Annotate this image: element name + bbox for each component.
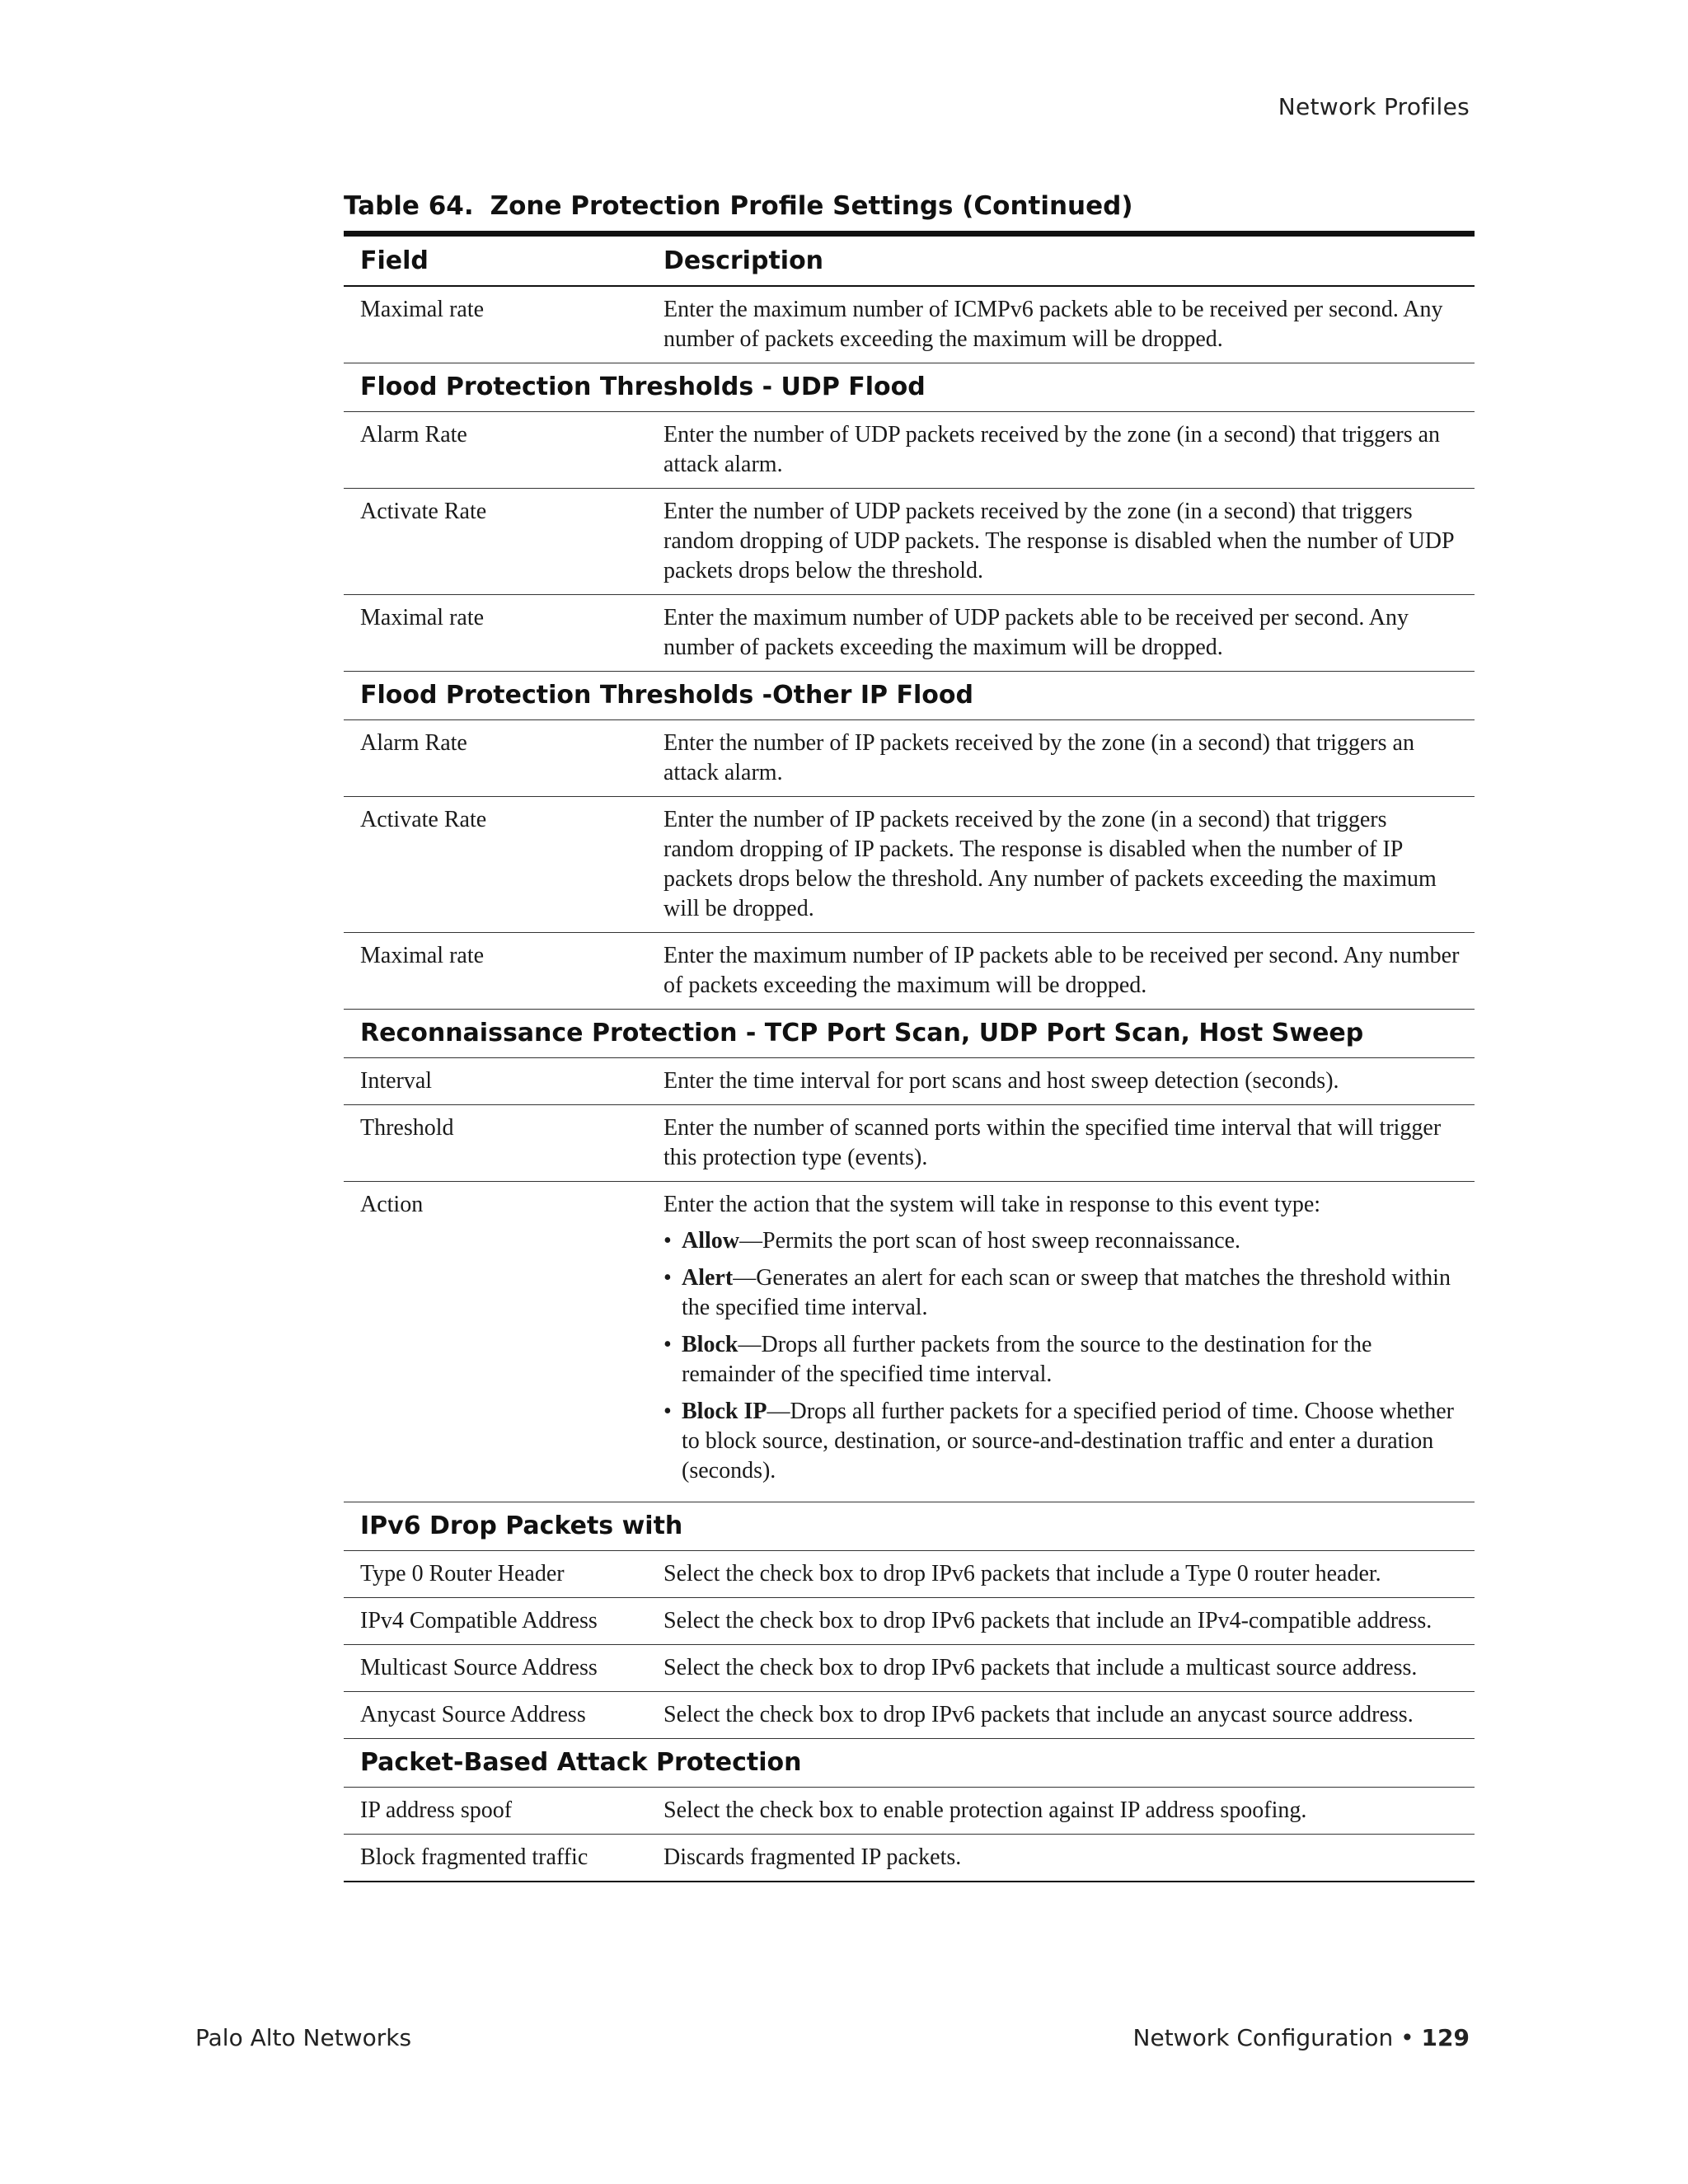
table-body (344, 286, 1475, 1882)
section-header-row (344, 1010, 1475, 1058)
description-cell (647, 286, 1475, 363)
description-text: Enter the number of UDP packets received by the zone (in a second) that triggers random dropping of UDP packets. The response is disabled when the number of UDP packets drops below the threshold. (663, 499, 1454, 583)
table-row (344, 933, 1475, 1010)
field-cell: Maximal rate (344, 933, 647, 1010)
table-row (344, 797, 1475, 933)
description-text: Enter the maximum number of UDP packets able to be received per second. Any number of packets exceeding the maximum will be dropped. (663, 605, 1409, 660)
description-cell (647, 720, 1475, 797)
field-cell: Threshold (344, 1105, 647, 1182)
footer-page-info (1133, 2024, 1470, 2051)
table-row (344, 489, 1475, 595)
zone-protection-settings-table (344, 231, 1475, 1882)
section-title: Reconnaissance Protection - TCP Port Scan, UDP Port Scan, Host Sweep (344, 1010, 1475, 1058)
table-row (344, 1551, 1475, 1598)
description-text: Select the check box to drop IPv6 packets that include an anycast source address. (663, 1702, 1414, 1727)
footer-company: Palo Alto Networks (195, 2024, 412, 2051)
section-header-row (344, 1502, 1475, 1551)
description-cell (647, 1058, 1475, 1105)
table-row (344, 1645, 1475, 1692)
section-title: Flood Protection Thresholds - UDP Flood (344, 363, 1475, 412)
table-header-row (344, 234, 1475, 287)
table-row (344, 1105, 1475, 1182)
action-option-text: —Drops all further packets from the source to the destination for the remainder of the specified time interval. (682, 1332, 1372, 1387)
action-option-text: —Generates an alert for each scan or sweep that matches the threshold within the specified time interval. (682, 1265, 1451, 1320)
column-header-field: Field (344, 234, 647, 287)
footer-separator: • (1400, 2024, 1414, 2051)
action-option-item (663, 1263, 1463, 1323)
description-text: Enter the number of IP packets received by the zone (in a second) that triggers an attack alarm. (663, 730, 1414, 785)
table-row (344, 412, 1475, 489)
action-option-term: Block (682, 1332, 738, 1357)
description-text: Select the check box to drop IPv6 packets that include a Type 0 router header. (663, 1561, 1381, 1586)
description-text: Enter the maximum number of ICMPv6 packets able to be received per second. Any number of packets exceeding the maximum will be dropped. (663, 297, 1443, 352)
field-cell: Multicast Source Address (344, 1645, 647, 1692)
table-row (344, 720, 1475, 797)
action-option-item (663, 1397, 1463, 1486)
section-header-row (344, 363, 1475, 412)
table-caption-number: Table 64. (344, 191, 474, 221)
action-option-term: Block IP (682, 1399, 767, 1424)
description-cell (647, 1182, 1475, 1502)
field-cell: IP address spoof (344, 1788, 647, 1835)
action-options-list (663, 1226, 1463, 1486)
table-row (344, 286, 1475, 363)
field-cell: Activate Rate (344, 797, 647, 933)
description-text: Select the check box to drop IPv6 packets that include a multicast source address. (663, 1655, 1418, 1680)
section-title: Flood Protection Thresholds -Other IP Flood (344, 672, 1475, 720)
description-cell (647, 1645, 1475, 1692)
table-row (344, 1835, 1475, 1882)
field-cell: Action (344, 1182, 647, 1502)
action-option-item (663, 1226, 1463, 1256)
field-cell: Maximal rate (344, 286, 647, 363)
table-row (344, 1788, 1475, 1835)
description-text: Enter the number of UDP packets received by the zone (in a second) that triggers an attack alarm. (663, 422, 1441, 477)
description-cell (647, 489, 1475, 595)
description-cell (647, 1551, 1475, 1598)
action-option-term: Alert (682, 1265, 734, 1291)
section-header-row (344, 1739, 1475, 1788)
description-cell (647, 595, 1475, 672)
field-cell: Maximal rate (344, 595, 647, 672)
action-option-term: Allow (682, 1228, 739, 1254)
column-header-description: Description (647, 234, 1475, 287)
table-row (344, 1598, 1475, 1645)
footer-page-number: 129 (1421, 2024, 1470, 2051)
description-cell (647, 933, 1475, 1010)
section-title: IPv6 Drop Packets with (344, 1502, 1475, 1551)
description-cell (647, 797, 1475, 933)
field-cell: IPv4 Compatible Address (344, 1598, 647, 1645)
description-text: Enter the maximum number of IP packets able to be received per second. Any number of packets exceeding the maximum will be dropped. (663, 943, 1460, 998)
description-text: Enter the number of IP packets received by the zone (in a second) that triggers random dropping of IP packets. The response is disabled when the number of IP packets drops below the threshold. Any number of packets exceeding the maximum will be dropped. (663, 807, 1437, 921)
description-cell (647, 1692, 1475, 1739)
field-cell: Activate Rate (344, 489, 647, 595)
description-cell (647, 1835, 1475, 1882)
field-cell: Block fragmented traffic (344, 1835, 647, 1882)
table-row (344, 1692, 1475, 1739)
table-caption-title: Zone Protection Profile Settings (Continued) (490, 191, 1133, 221)
table-row (344, 1182, 1475, 1502)
description-cell (647, 1105, 1475, 1182)
action-option-text: —Drops all further packets for a specified period of time. Choose whether to block source, destination, or source-and-destination traffic and enter a duration (seconds). (682, 1399, 1454, 1483)
description-text: Enter the time interval for port scans and host sweep detection (seconds). (663, 1068, 1339, 1094)
field-cell: Interval (344, 1058, 647, 1105)
table-row (344, 595, 1475, 672)
table-caption (344, 191, 1475, 231)
section-header-row (344, 672, 1475, 720)
field-cell: Alarm Rate (344, 720, 647, 797)
action-option-text: —Permits the port scan of host sweep reconnaissance. (739, 1228, 1241, 1254)
description-text: Discards fragmented IP packets. (663, 1844, 962, 1870)
section-title: Packet-Based Attack Protection (344, 1739, 1475, 1788)
field-cell: Anycast Source Address (344, 1692, 647, 1739)
description-text: Select the check box to enable protection against IP address spoofing. (663, 1797, 1307, 1823)
field-cell: Alarm Rate (344, 412, 647, 489)
description-text: Enter the number of scanned ports within the specified time interval that will trigger this protection type (events). (663, 1115, 1442, 1170)
running-header: Network Profiles (1278, 93, 1470, 120)
description-cell (647, 1598, 1475, 1645)
settings-table-container (344, 191, 1475, 1882)
action-option-item (663, 1330, 1463, 1390)
description-text: Enter the action that the system will take in response to this event type: (663, 1192, 1321, 1217)
table-row (344, 1058, 1475, 1105)
description-cell (647, 1788, 1475, 1835)
description-text: Select the check box to drop IPv6 packets that include an IPv4-compatible address. (663, 1608, 1432, 1633)
field-cell: Type 0 Router Header (344, 1551, 647, 1598)
description-cell (647, 412, 1475, 489)
footer-chapter: Network Configuration (1132, 2024, 1394, 2051)
